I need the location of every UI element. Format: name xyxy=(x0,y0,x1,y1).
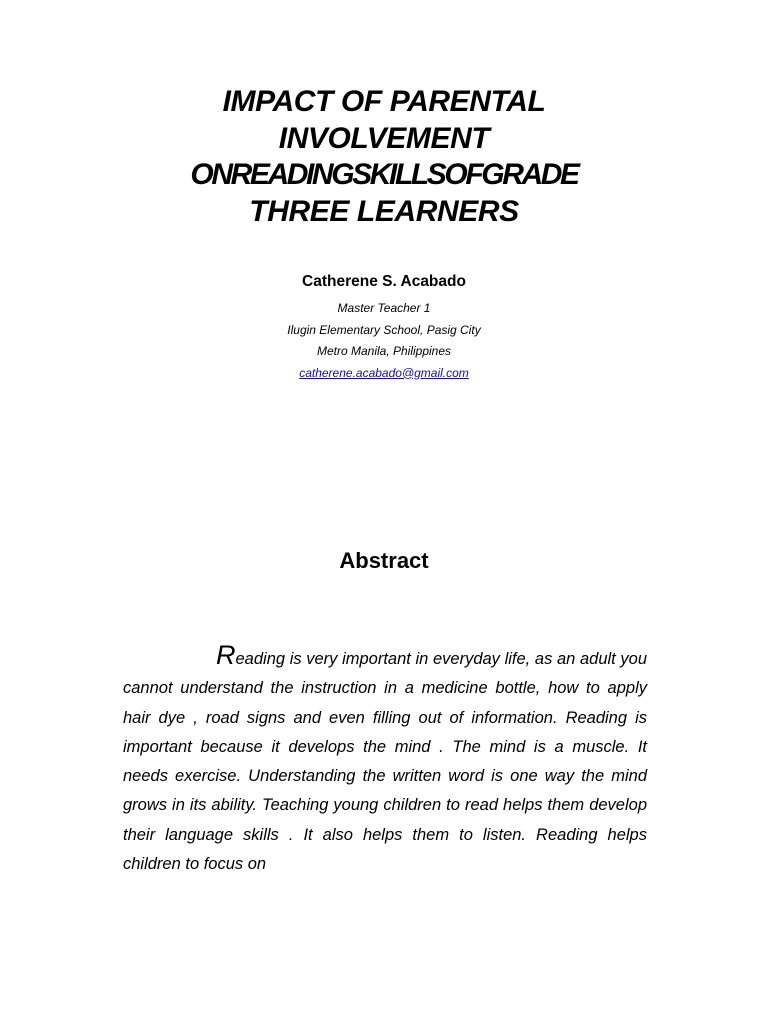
abstract-heading: Abstract xyxy=(339,548,429,573)
author-name: Catherene S. Acabado xyxy=(302,273,466,290)
title-line-1: IMPACT OF PARENTAL xyxy=(222,85,546,118)
abstract-paragraph xyxy=(123,640,647,879)
author-email-link[interactable]: catherene.acabado@gmail.com xyxy=(299,365,469,380)
title-line-4: THREE LEARNERS xyxy=(249,194,519,228)
drop-cap: R xyxy=(216,640,236,670)
abstract-text: eading is very important in everyday life, as an adult you cannot understand the instruction in a medicine bottle, how to apply hair dye , road signs and even filling out of information. Reading is important because it develops the mind . The mind is a muscle. It needs exercise. Understanding the written word is one way the mind grows in its ability. Teaching young children to read helps them develop their language skills . It also helps them to listen. Reading helps children to focus on xyxy=(123,650,647,874)
author-location: Metro Manila, Philippines xyxy=(316,344,452,358)
title-line-3: ONREADINGSKILLSOFGRADE xyxy=(190,158,578,191)
paper-title xyxy=(100,84,668,230)
title-line-2: INVOLVEMENT xyxy=(278,121,490,155)
author-block xyxy=(150,270,618,384)
author-position: Master Teacher 1 xyxy=(337,301,431,315)
author-school: Ilugin Elementary School, Pasig City xyxy=(287,322,481,337)
